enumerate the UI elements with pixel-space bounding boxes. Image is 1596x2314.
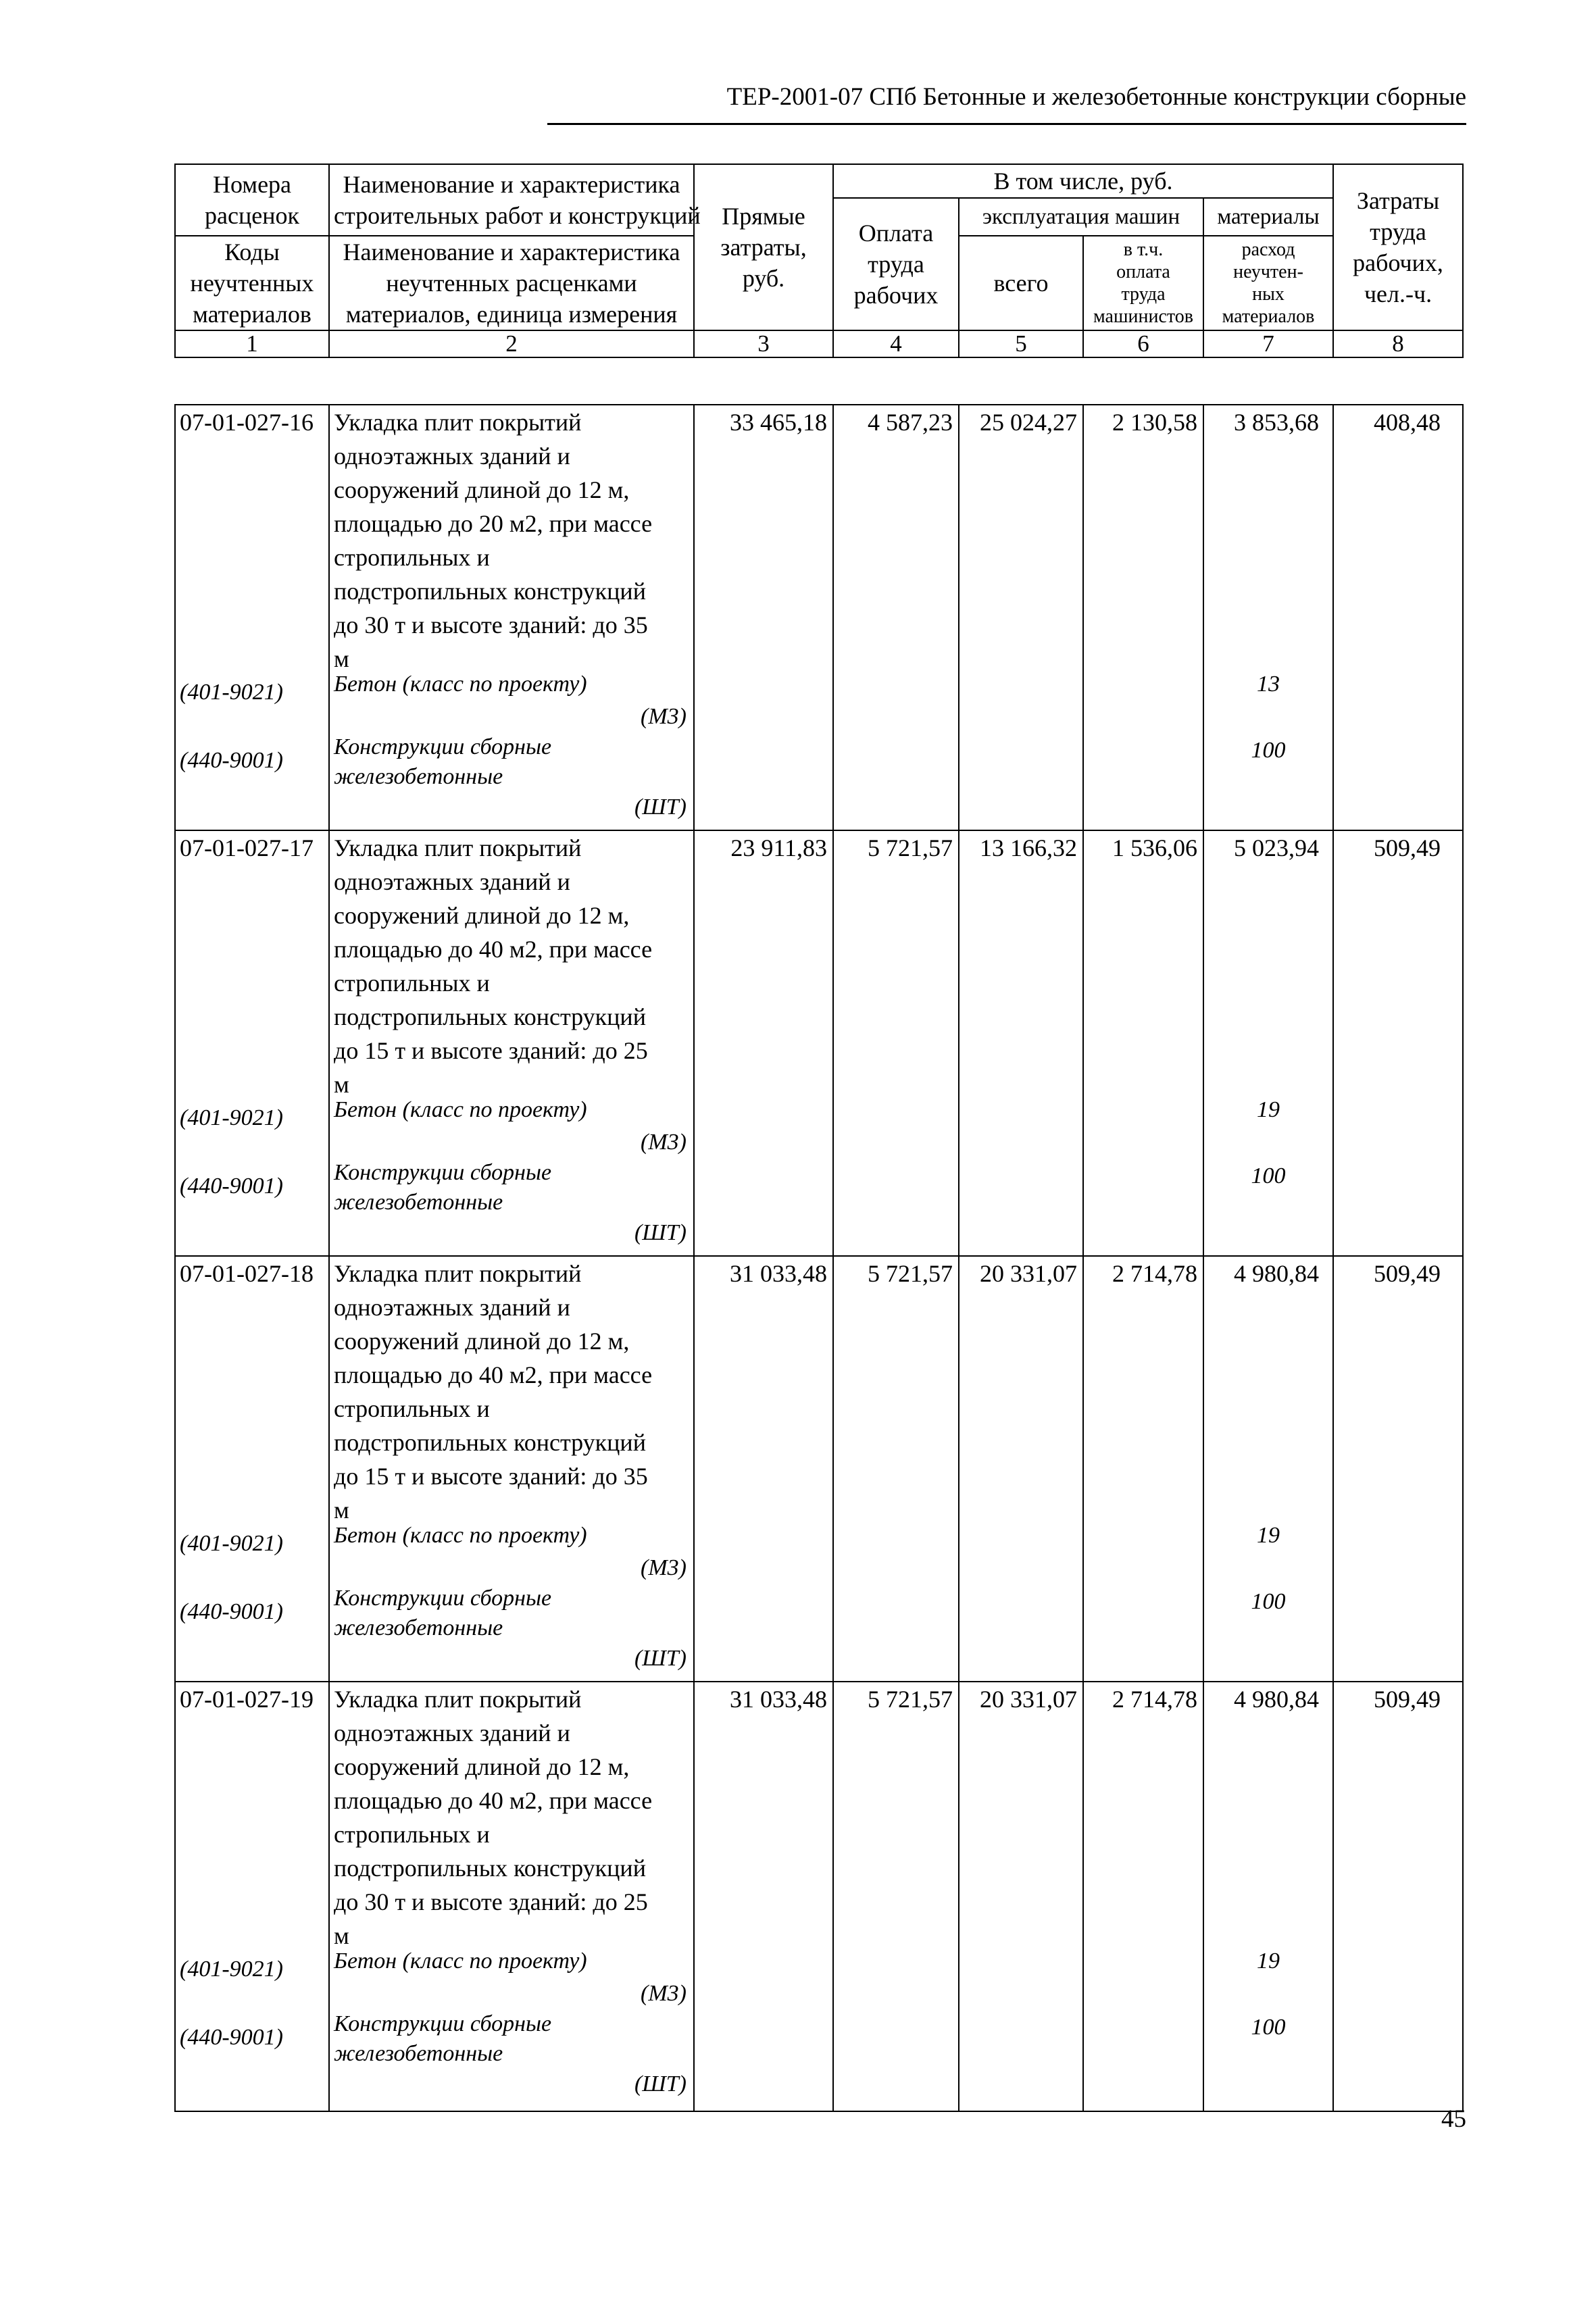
cell-value: 5 721,57 <box>868 834 953 861</box>
material-name: железобетонные <box>334 1190 503 1215</box>
work-description-line: до 15 т и высоте зданий: до 35 <box>334 1463 648 1490</box>
material-quantity: 13 <box>1257 672 1280 697</box>
material-name: Конструкции сборные <box>334 734 552 759</box>
work-description-line: Укладка плит покрытий <box>334 834 582 861</box>
material-name: Конструкции сборные <box>334 2011 552 2036</box>
labor-pay-cell <box>833 830 959 1256</box>
direct-costs-cell <box>694 1682 833 2111</box>
material-unit: (ШТ) <box>634 1646 687 1671</box>
cell-value: 2 714,78 <box>1112 1686 1197 1713</box>
rate-row <box>175 405 1463 830</box>
header-machines: эксплуатация машин <box>959 198 1203 236</box>
material-unit: (М3) <box>641 1981 687 2006</box>
rate-code-cell <box>175 1682 329 2111</box>
direct-costs-cell <box>694 405 833 830</box>
cell-value: 2 130,58 <box>1112 409 1197 436</box>
material-unit: (М3) <box>641 1555 687 1580</box>
column-number: 5 <box>959 330 1083 357</box>
header-text: труда <box>868 251 924 278</box>
material-unit: (М3) <box>641 704 687 729</box>
header-including-group: В том числе, руб. <box>833 164 1333 198</box>
material-quantity: 100 <box>1251 738 1286 763</box>
cell-value: 33 465,18 <box>730 409 827 436</box>
cell-value: 509,49 <box>1374 1686 1441 1713</box>
rate-code: 07-01-027-16 <box>180 409 314 436</box>
work-description-line: стропильных и <box>334 544 490 571</box>
material-quantity: 19 <box>1257 1097 1280 1122</box>
work-description-line: подстропильных конструкций <box>334 1855 646 1882</box>
material-quantity: 100 <box>1251 1163 1286 1188</box>
header-text: неучтенных расценками <box>386 270 637 297</box>
labor-hours-cell <box>1333 1256 1463 1682</box>
machines-total-cell <box>959 1682 1083 2111</box>
header-machinist-pay <box>1083 236 1203 330</box>
column-number: 2 <box>329 330 694 357</box>
machines-total-cell <box>959 830 1083 1256</box>
work-description-line: сооружений длиной до 12 м, <box>334 902 630 929</box>
work-description-line: до 15 т и высоте зданий: до 25 <box>334 1037 648 1064</box>
header-text: Коды <box>224 238 280 266</box>
work-description-cell <box>329 1256 694 1682</box>
material-code: (440-9001) <box>180 1174 283 1199</box>
cell-value: 1 536,06 <box>1112 834 1197 861</box>
work-description-line: одноэтажных зданий и <box>334 868 570 895</box>
material-name: Бетон (класс по проекту) <box>334 1097 587 1122</box>
header-materials: материалы <box>1203 198 1333 236</box>
header-text: неучтен- <box>1233 261 1303 282</box>
rate-row <box>175 1256 1463 1682</box>
work-description-line: м <box>334 645 349 672</box>
header-rule <box>547 123 1466 125</box>
material-unit: (ШТ) <box>634 1220 687 1245</box>
material-code: (440-9001) <box>180 748 283 773</box>
work-description-line: одноэтажных зданий и <box>334 443 570 470</box>
materials-cell <box>1203 405 1333 830</box>
material-code: (440-9001) <box>180 2025 283 2050</box>
work-description-line: подстропильных конструкций <box>334 578 646 605</box>
direct-costs-cell <box>694 830 833 1256</box>
work-description-line: площадью до 40 м2, при массе <box>334 936 653 963</box>
material-code: (440-9001) <box>180 1599 283 1624</box>
work-description-line: подстропильных конструкций <box>334 1003 646 1030</box>
header-text: материалов <box>1222 306 1315 327</box>
header-text: чел.-ч. <box>1364 280 1432 307</box>
material-code: (401-9021) <box>180 1957 283 1982</box>
rate-code: 07-01-027-17 <box>180 834 314 861</box>
cell-value: 13 166,32 <box>980 834 1077 861</box>
work-description-line: Укладка плит покрытий <box>334 1686 582 1713</box>
cell-value: 25 024,27 <box>980 409 1077 436</box>
cell-value: 4 980,84 <box>1234 1260 1319 1287</box>
material-name: железобетонные <box>334 1615 503 1640</box>
cell-value: 20 331,07 <box>980 1686 1077 1713</box>
header-work-name <box>329 164 701 236</box>
cell-value: 3 853,68 <box>1234 409 1319 436</box>
cell-value: 509,49 <box>1374 834 1441 861</box>
labor-hours-cell <box>1333 405 1463 830</box>
work-description-line: Укладка плит покрытий <box>334 409 582 436</box>
column-header-table <box>174 164 1464 358</box>
rates-table <box>174 404 1464 2112</box>
header-rate-numbers <box>175 164 329 236</box>
material-name: Бетон (класс по проекту) <box>334 672 587 697</box>
work-description-cell <box>329 405 694 830</box>
rate-code-cell <box>175 830 329 1256</box>
cell-value: 23 911,83 <box>730 834 827 861</box>
column-number: 1 <box>175 330 329 357</box>
work-description-line: до 30 т и высоте зданий: до 35 <box>334 611 648 638</box>
work-description-line: м <box>334 1922 349 1949</box>
header-text: труда <box>1370 218 1426 245</box>
rate-row <box>175 830 1463 1256</box>
material-unit: (М3) <box>641 1130 687 1155</box>
material-unit: (ШТ) <box>634 2071 687 2096</box>
cell-value: 2 714,78 <box>1112 1260 1197 1287</box>
machines-total-cell <box>959 1256 1083 1682</box>
work-description-line: площадью до 40 м2, при массе <box>334 1787 653 1814</box>
work-description-line: подстропильных конструкций <box>334 1429 646 1456</box>
work-description-line: стропильных и <box>334 1821 490 1848</box>
cell-value: 509,49 <box>1374 1260 1441 1287</box>
rate-code: 07-01-027-18 <box>180 1260 314 1287</box>
header-machines-total: всего <box>959 236 1083 330</box>
header-text: руб. <box>742 265 785 292</box>
material-code: (401-9021) <box>180 1531 283 1556</box>
header-text: машинистов <box>1093 306 1193 327</box>
material-name: железобетонные <box>334 764 503 789</box>
work-description-line: м <box>334 1071 349 1098</box>
column-number: 8 <box>1333 330 1463 357</box>
work-description-line: одноэтажных зданий и <box>334 1294 570 1321</box>
work-description-line: сооружений длиной до 12 м, <box>334 476 630 503</box>
machinist-pay-cell <box>1083 830 1203 1256</box>
rate-code: 07-01-027-19 <box>180 1686 314 1713</box>
machinist-pay-cell <box>1083 405 1203 830</box>
work-description-line: сооружений длиной до 12 м, <box>334 1753 630 1780</box>
material-unit: (ШТ) <box>634 795 687 820</box>
cell-value: 5 721,57 <box>868 1260 953 1287</box>
rate-code-cell <box>175 405 329 830</box>
header-text: труда <box>1121 284 1166 305</box>
materials-cell <box>1203 1256 1333 1682</box>
header-text: неучтенных <box>190 270 314 297</box>
work-description-line: площадью до 20 м2, при массе <box>334 510 653 537</box>
rate-code-cell <box>175 1256 329 1682</box>
work-description-cell <box>329 830 694 1256</box>
header-text: материалов <box>193 301 311 328</box>
header-labor-hours <box>1333 164 1463 330</box>
work-description-line: сооружений длиной до 12 м, <box>334 1328 630 1355</box>
header-material-names <box>329 236 694 330</box>
column-number: 6 <box>1083 330 1203 357</box>
cell-value: 4 587,23 <box>868 409 953 436</box>
header-text: Номера <box>212 171 292 198</box>
work-description-line: стропильных и <box>334 970 490 997</box>
cell-value: 5 023,94 <box>1234 834 1319 861</box>
header-text: рабочих, <box>1353 249 1443 276</box>
machinist-pay-cell <box>1083 1682 1203 2111</box>
header-text: строительных работ и конструкций <box>334 202 701 229</box>
materials-cell <box>1203 830 1333 1256</box>
column-number: 7 <box>1203 330 1333 357</box>
work-description-line: до 30 т и высоте зданий: до 25 <box>334 1888 648 1915</box>
page-number: 45 <box>1441 2105 1466 2133</box>
header-text: расценок <box>205 202 299 229</box>
material-quantity: 100 <box>1251 2015 1286 2040</box>
rate-row <box>175 1682 1463 2111</box>
labor-hours-cell <box>1333 830 1463 1256</box>
material-name: Конструкции сборные <box>334 1160 552 1185</box>
header-text: затраты, <box>720 234 807 261</box>
header-text: ных <box>1252 284 1285 305</box>
material-name: железобетонные <box>334 2041 503 2066</box>
column-number: 4 <box>833 330 959 357</box>
cell-value: 20 331,07 <box>980 1260 1077 1287</box>
header-text: Оплата <box>858 220 934 247</box>
column-number: 3 <box>694 330 833 357</box>
labor-pay-cell <box>833 1682 959 2111</box>
cell-value: 5 721,57 <box>868 1686 953 1713</box>
work-description-line: стропильных и <box>334 1395 490 1422</box>
header-text: в т.ч. <box>1123 239 1164 260</box>
header-text: оплата <box>1116 261 1170 282</box>
cell-value: 31 033,48 <box>730 1260 827 1287</box>
work-description-line: площадью до 40 м2, при массе <box>334 1361 653 1388</box>
header-text: Прямые <box>722 203 805 230</box>
machinist-pay-cell <box>1083 1256 1203 1682</box>
cell-value: 4 980,84 <box>1234 1686 1319 1713</box>
header-labor-pay <box>833 198 959 330</box>
work-description-line: м <box>334 1496 349 1524</box>
labor-pay-cell <box>833 405 959 830</box>
header-direct-costs <box>694 164 833 330</box>
material-code: (401-9021) <box>180 680 283 705</box>
machines-total-cell <box>959 405 1083 830</box>
material-quantity: 19 <box>1257 1523 1280 1548</box>
materials-cell <box>1203 1682 1333 2111</box>
material-name: Конструкции сборные <box>334 1586 552 1611</box>
header-text: материалов, единица измерения <box>345 301 678 328</box>
work-description-cell <box>329 1682 694 2111</box>
material-quantity: 100 <box>1251 1589 1286 1614</box>
header-text: Наименование и характеристика <box>343 171 680 198</box>
cell-value: 31 033,48 <box>730 1686 827 1713</box>
material-code: (401-9021) <box>180 1105 283 1130</box>
material-name: Бетон (класс по проекту) <box>334 1523 587 1548</box>
direct-costs-cell <box>694 1256 833 1682</box>
header-text: расход <box>1241 239 1295 260</box>
material-name: Бетон (класс по проекту) <box>334 1948 587 1973</box>
work-description-line: одноэтажных зданий и <box>334 1719 570 1746</box>
labor-pay-cell <box>833 1256 959 1682</box>
work-description-line: Укладка плит покрытий <box>334 1260 582 1287</box>
header-text: рабочих <box>853 282 939 309</box>
header-text: Наименование и характеристика <box>343 238 680 266</box>
header-unrecorded-codes <box>175 236 329 330</box>
labor-hours-cell <box>1333 1682 1463 2111</box>
material-quantity: 19 <box>1257 1948 1280 1973</box>
cell-value: 408,48 <box>1374 409 1441 436</box>
running-head: ТЕР-2001-07 СПб Бетонные и железобетонные конструкции сборные <box>726 83 1466 111</box>
header-unrecorded-materials <box>1203 236 1333 330</box>
header-text: Затраты <box>1356 187 1440 214</box>
